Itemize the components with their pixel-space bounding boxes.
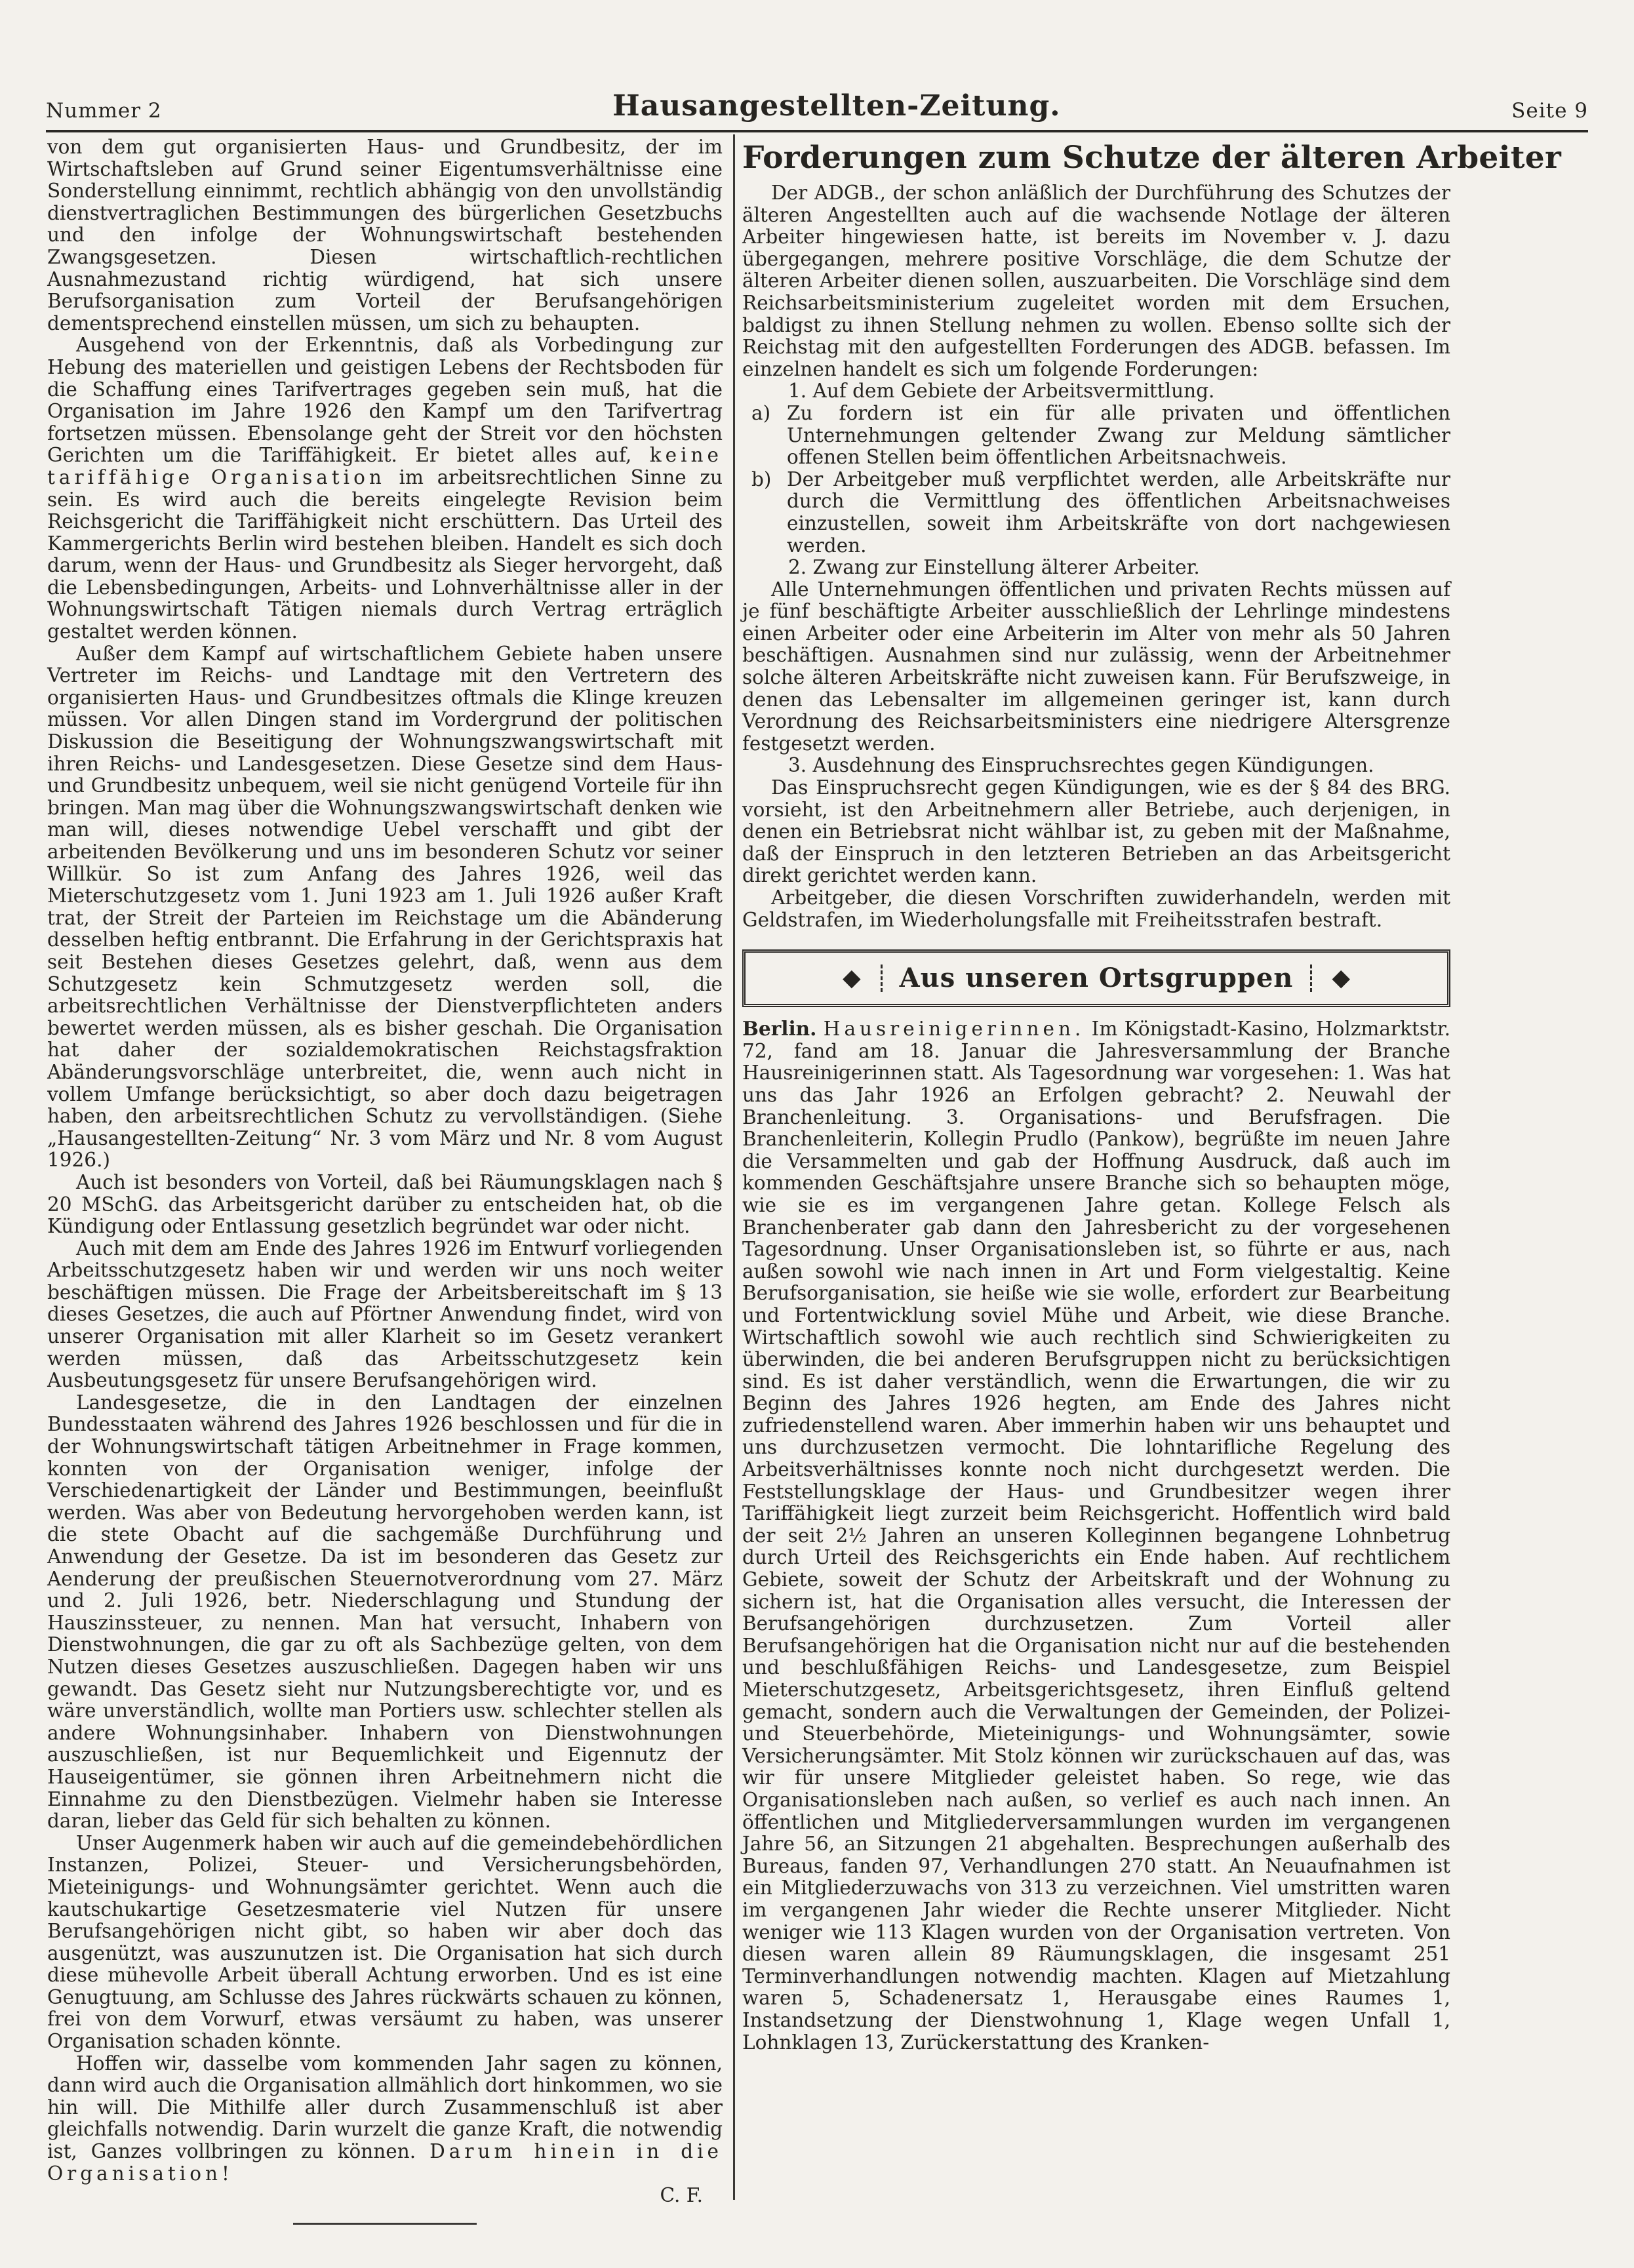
issue-number: Nummer 2	[46, 99, 162, 123]
paragraph: Der ADGB., der schon anläßlich der Durchführung des Schutzes der älteren Angestellten auch auf die wachsende Notlage der älteren Arbeiter hingewiesen hatte, ist bereits im November v. J. dazu übergegangen, mehrere positive Vorschläge, die dem Schutze der älteren Arbeiter dienen sollen, auszuarbeiten. Die Vorschläge sind dem Reichsarbeitsministerium zugeleitet worden mit dem Ersuchen, baldigst zu ihnen Stellung nehmen zu wollen. Ebenso sollte sich der Reichstag mit den aufgestellten Forderungen des ADGB. befassen. Im einzelnen handelt es sich um folgende Forderungen:	[742, 182, 1450, 380]
list-heading: 2. Zwang zur Einstellung älterer Arbeiter.	[788, 556, 1200, 579]
city-name: Berlin.	[742, 1017, 817, 1041]
paragraph: Auch ist besonders von Vorteil, daß bei Räumungsklagen nach § 20 MSchG. das Arbeitsgericht darüber zu entscheiden hat, ob die Kündigung oder Entlassung gesetzlich begründet war oder nicht.	[47, 1170, 723, 1238]
right-column	[742, 136, 1562, 2054]
paragraph: Auch mit dem am Ende des Jahres 1926 im Entwurf vorliegenden Arbeitsschutzgesetz haben wir und werden wir uns noch weiter beschäftigen müssen. Die Frage der Arbeitsbereitschaft im § 13 dieses Gesetzes, die auch auf Pförtner Anwendung findet, wird von unserer Organisation mit aller Klarheit so im Gesetz verankert werden müssen, daß das Arbeitsschutzgesetz kein Ausbeutungsgesetz für unsere Berufsangehörigen wird.	[47, 1237, 723, 1392]
paragraph-text: im arbeitsrechtlichen Sinne zu sein. Es wird auch die bereits eingelegte Revision beim Reichsgericht die Tariffähigkeit nicht erschüttern. Das Urteil des Kammergerichts Berlin wird bestehen bleiben. Handelt es sich doch darum, wenn der Haus- und Grundbesitz als Sieger hervorgeht, daß die Lebensbedingungen, Arbeits- und Lohnverhältnisse aller in der Wohnungswirtschaft Tätigen niemals durch Vertrag erträglich gestaltet werden können.	[47, 466, 723, 643]
spaced-emphasis: Darum hinein in die Organisation!	[47, 2140, 723, 2185]
article-headline: Forderungen zum Schutze der älteren Arbeiter	[742, 140, 1562, 176]
article-end-rule	[293, 2223, 477, 2225]
page-header	[46, 82, 1588, 123]
column-divider	[733, 134, 735, 2200]
paragraph: Landesgesetze, die in den Landtagen der einzelnen Bundesstaaten während des Jahres 1926 beschlossen und für die in der Wohnungswirtschaft tätigen Arbeitnehmer in Frage kommen, konnten von der Organisation weniger, infolge der Verschiedenartigkeit der Länder und Bestimmungen, beeinflußt werden. Was aber von Bedeutung hervorgehoben werden kann, ist die stete Obacht auf die sachgemäße Durchführung und Anwendung der Gesetze. Da ist im besonderen das Gesetz zur Aenderung der preußischen Steuernotverordnung vom 27. März und 2. Juli 1926, betr. Niederschlagung und Stundung der Hauszinssteuer, zu nennen. Man hat versucht, Inhabern von Dienstwohnungen, die gar zu oft als Sachbezüge gelten, von dem Nutzen dieses Gesetzes auszuschließen. Dagegen haben wir uns gewandt. Das Gesetz sieht nur Nutzungsberechtigte vor, und es wäre unverständlich, wollte man Portiers usw. schlechter stellen als andere Wohnungsinhaber. Inhabern von Dienstwohnungen auszuschließen, ist nur Bequemlichkeit und Eigennutz der Hauseigentümer, sie gönnen ihren Arbeitnehmern nicht die Einnahme zu den Dienstbezügen. Vielmehr haben sie Interesse daran, lieber das Geld für sich behalten zu können.	[47, 1391, 723, 1833]
spaced-emphasis: Hausreinigerinnen.	[823, 1018, 1085, 1041]
list-marker: b)	[751, 468, 772, 490]
paragraph: Alle Unternehmungen öffentlichen und privaten Rechts müssen auf je fünf beschäftigte Arbeiter ausschließlich der Lehrlinge mindestens einen Arbeiter oder eine Arbeiterin im Alter von mehr als 50 Jahren beschäftigen. Ausnahmen sind nur zulässig, wenn der Arbeitnehmer solche älteren Arbeitskräfte nicht zuweisen kann. Für Berufszweige, in denen das Lebensalter im allgemeinen geringer ist, kann durch Verordnung des Reichsarbeitsministers eine niedrigere Altersgrenze festgesetzt werden.	[742, 578, 1450, 755]
paragraph-text: Ausgehend von der Erkenntnis, daß als Vorbedingung zur Hebung des materiellen und geistigen Lebens der Rechtsboden für die Schaffung eines Tarifvertrages gegeben sein muß, hat die Organisation im Jahre 1926 den Kampf um den Tarifvertrag fortsetzen müssen. Ebensolange geht der Streit vor den höchsten Gerichten um die Tariffähigkeit. Er bietet alles auf,	[47, 334, 723, 467]
list-marker: a)	[751, 401, 771, 424]
diamond-ornament-icon: ◆	[1332, 965, 1351, 992]
paragraph	[47, 2053, 723, 2185]
paragraph: Das Einspruchsrecht gegen Kündigungen, wie es der § 84 des BRG. vorsieht, ist den Arbeitnehmern aller Betriebe, auch derjenigen, in denen ein Betriebsrat nicht wählbar ist, zu geben mit der Maßnahme, daß der Einspruch in den letzteren Betrieben an das Arbeitsgericht direkt gerichtet werden kann.	[742, 776, 1450, 887]
paragraph: Außer dem Kampf auf wirtschaftlichem Gebiete haben unsere Vertreter im Reichs- und Landtage mit den Vertretern des organisierten Haus- und Grundbesitzes oftmals die Klinge kreuzen müssen. Vor allen Dingen stand im Vordergrund der politischen Diskussion die Beseitigung der Wohnungszwangswirtschaft mit ihren Reichs- und Landesgesetzen. Diese Gesetze sind dem Haus- und Grundbesitz unbequem, weil sie nicht genügend Vorteile für ihn bringen. Man mag über die Wohnungszwangswirtschaft denken wie man will, dieses notwendige Uebel verschafft und gibt der arbeitenden Bevölkerung und uns im besonderen Schutz vor seiner Willkür. So ist zum Anfang des Jahres 1926, weil das Mieterschutzgesetz vom 1. Juni 1923 am 1. Juli 1926 außer Kraft trat, der Streit der Parteien im Reichstage um die Abänderung desselben heftig entbrannt. Die Erfahrung in der Gerichtspraxis hat seit Bestehen dieses Gesetzes gelehrt, daß, wenn aus dem Schutzgesetz kein Schmutzgesetz werden soll, die arbeitsrechtlichen Verhältnisse der Dienstverpflichteten anders bewertet werden müssen, als es bisher geschah. Die Organisation hat daher der sozialdemokratischen Reichstagsfraktion Abänderungsvorschläge unterbreitet, die, wenn auch nicht in vollem Umfange berücksichtigt, so aber doch dazu beigetragen haben, den arbeitsrechtlichen Schutz zu vervollständigen. (Siehe „Hausangestellten-Zeitung“ Nr. 3 vom März und Nr. 8 vom August 1926.)	[47, 642, 723, 1172]
list-text: Zu fordern ist ein für alle privaten und öffentlichen Unternehmungen geltender Zwang zur Meldung sämtlicher offenen Stellen beim öffentlichen Arbeitsnachweis.	[787, 401, 1450, 469]
page-number: Seite 9	[1511, 99, 1588, 123]
list-item	[742, 469, 1450, 557]
paragraph-text: Im Königstadt-Kasino, Holzmarktstr. 72, fand am 18. Januar die Jahresversammlung der Branche Hausreinigerinnen statt. Als Tagesordnung war vorgesehen: 1. Was hat uns das Jahr 1926 an Erfolgen gebracht? 2. Neuwahl der Branchenleitung. 3. Organisations- und Berufsfragen. Die Branchenleiterin, Kollegin Prudlo (Pankow), begrüßte im neuen Jahre die Versammelten und gab der Hoffnung Ausdruck, daß auch im kommenden Geschäftsjahre unsere Branche sich so behaupten möge, wie sie es im vergangenen Jahre getan. Kollege Felsch als Branchenberater gab dann den Jahresbericht zu der vorgesehenen Tagesordnung. Unser Organisationsleben ist, so führte er aus, nach außen sowohl wie nach innen in Art und Form vielgestaltig. Keine Berufsorganisation, sie heiße wie sie wolle, erfordert zur Bearbeitung und Fortentwicklung soviel Mühe und Arbeit, wie diese Branche. Wirtschaftlich sowohl wie auch rechtlich sind Schwierigkeiten zu überwinden, die bei anderen Berufsgruppen nicht zu berücksichtigen sind. Es ist daher verständlich, wenn die Erwartungen, die wir zu Beginn des Jahres 1926 hegten, am Ende des Jahres nicht zufriedenstellend waren. Aber immerhin haben wir uns behauptet und uns durchzusetzen vermocht. Die lohntarifliche Regelung des Arbeitsverhältnisses konnte noch nicht durchgesetzt werden. Die Feststellungsklage der Haus- und Grundbesitzer wegen ihrer Tariffähigkeit liegt zurzeit beim Reichsgericht. Hoffentlich wird bald der seit 2½ Jahren an unseren Kolleginnen begangene Lohnbetrug durch Urteil des Reichsgerichts ein Ende haben. Auf rechtlichem Gebiete, soweit der Schutz der Arbeitskraft und der Wohnung zu sichern ist, hat die Organisation alles versucht, die Interessen der Berufsangehörigen durchzusetzen. Zum Vorteil aller Berufsangehörigen hat die Organisation nicht nur auf die bestehenden und beschlußfähigen Reichs- und Landesgesetze, zum Beispiel Mieterschutzgesetz, Arbeitsgerichtsgesetz, ihren Einfluß geltend gemacht, sondern auch die Verwaltungen der Gemeinden, der Polizei- und Steuerbehörde, Mieteinigungs- und Wohnungsämter, sowie Versicherungsämter. Mit Stolz können wir zurückschauen auf das, was wir für unsere Mitglieder geleistet haben. So rege, wie das Organisationsleben nach außen, so verlief es auch nach innen. An öffentlichen und Mitgliederversammlungen wurden im vergangenen Jahre 56, an Sitzungen 21 abgehalten. Besprechungen außerhalb des Bureaus, fanden 97, Verhandlungen 270 statt. An Neuaufnahmen ist ein Mitgliederzuwachs von 313 zu verzeichnen. Viel umstritten waren im vergangenen Jahr wieder die Rechte unserer Mitglieder. Nicht weniger wie 113 Klagen wurden von der Organisation vertreten. Von diesen waren allein 89 Räumungsklagen, die insgesamt 251 Terminverhandlungen notwendig machten. Klagen auf Mietzahlung waren 5, Schadenersatz 1, Herausgabe eines Raumes 1, Instandsetzung der Dienstwohnung 1, Klage wegen Unfall 1, Lohnklagen 13, Zurückerstattung des Kranken-	[742, 1018, 1450, 2054]
paragraph: Unser Augenmerk haben wir auch auf die gemeindebehördlichen Instanzen, Polizei, Steuer- und Versicherungsbehörden, Mieteinigungs- und Wohnungsämter gerichtet. Wenn auch die kautschukartige Gesetzesmaterie viel Nutzen für unsere Berufsangehörigen nicht gibt, so haben wir aber doch das ausgenützt, was auszunutzen ist. Die Organisation hat sich durch diese mühevolle Arbeit überall Achtung erworben. Und es ist eine Genugtuung, am Schlusse des Jahres rückwärts schauen zu können, frei von dem Vorwurf, etwas versäumt zu haben, was unserer Organisation schaden könnte.	[47, 1831, 723, 2053]
header-rule	[46, 130, 1588, 132]
section-heading: Aus unseren Ortsgruppen	[881, 965, 1313, 992]
paragraph	[742, 1018, 1450, 2054]
left-column	[47, 136, 723, 2225]
newspaper-title: Hausangestellten-Zeitung.	[612, 89, 1061, 123]
paragraph: von dem gut organisierten Haus- und Grundbesitz, der im Wirtschaftsleben auf Grund seiner Eigentumsverhältnisse eine Sonderstellung einnimmt, rechtlich abhängig von den unvollständig dienstvertraglichen Bestimmungen des bürgerlichen Gesetzbuchs und den infolge der Wohnungswirtschaft bestehenden Zwangsgesetzen. Diesen wirtschaftlich-rechtlichen Ausnahmezustand richtig würdigend, hat sich unsere Berufsorganisation zum Vorteil der Berufsangehörigen dementsprechend einstellen müssen, um sich zu behaupten.	[47, 136, 723, 334]
list-item	[742, 403, 1450, 469]
paragraph	[47, 334, 723, 643]
list-heading: 3. Ausdehnung des Einspruchsrechtes gegen Kündigungen.	[788, 754, 1374, 777]
signature-text: C. F.	[660, 2184, 703, 2207]
paragraph: Arbeitgeber, die diesen Vorschriften zuwiderhandeln, werden mit Geldstrafen, im Wiederholungsfalle mit Freiheitsstrafen bestraft.	[742, 886, 1450, 931]
spaced-emphasis: keine tariffähige Organisation	[47, 444, 723, 488]
list-heading: 1. Auf dem Gebiete der Arbeitsvermittlung.	[788, 380, 1215, 403]
list-text: Der Arbeitgeber muß verpflichtet werden, alle Arbeitskräfte nur durch die Vermittlung des öffentlichen Arbeitsnachweises einzustellen, soweit ihm Arbeitskräfte von dort nachgewiesen werden.	[787, 468, 1450, 557]
paragraph-text: Hoffen wir, dasselbe vom kommenden Jahr sagen zu können, dann wird auch die Organisation allmählich dort hinkommen, wo sie hin will. Die Mithilfe aller durch Zusammenschluß ist aber gleichfalls notwendig. Darin wurzelt die ganze Kraft, die notwendig ist, Ganzes vollbringen zu können.	[47, 2052, 723, 2163]
section-heading-box	[742, 949, 1450, 1007]
diamond-ornament-icon: ◆	[842, 965, 861, 992]
author-signature	[47, 2185, 703, 2207]
